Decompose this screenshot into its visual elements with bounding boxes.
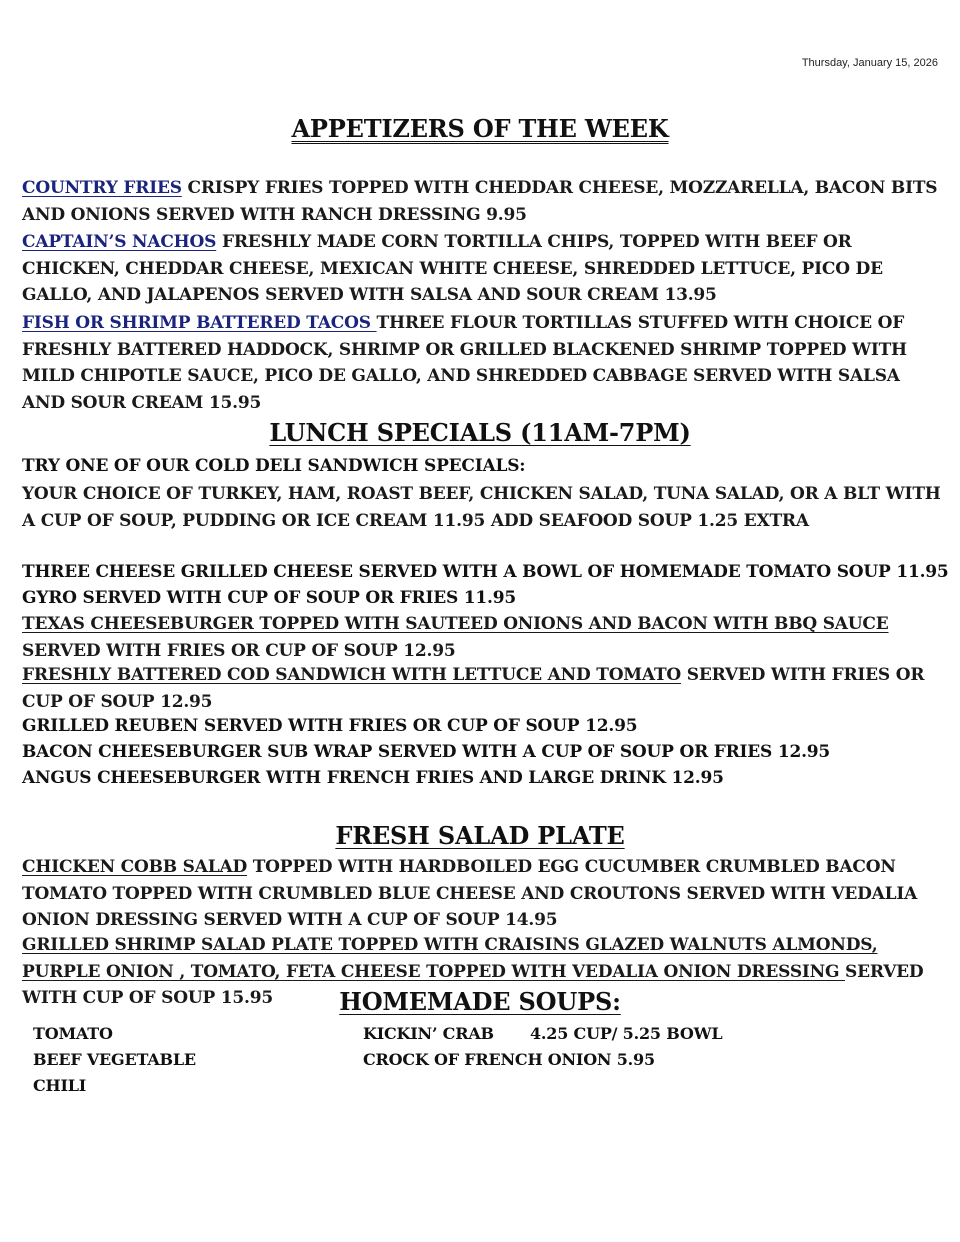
lunch-item: [22, 739, 947, 765]
item-name: CHICKEN COBB SALAD: [22, 857, 248, 877]
item-name: CAPTAIN’S NACHOS: [22, 232, 217, 252]
salad-item: [22, 854, 947, 934]
appetizers-heading: APPETIZERS OF THE WEEK: [291, 114, 669, 143]
item-description: SERVED WITH FRIES OR CUP OF SOUP 12.95: [22, 665, 925, 712]
item-name: GRILLED SHRIMP SALAD PLATE TOPPED WITH CRAISINS GLAZED WALNUTS ALMONDS, PURPLE ONION , TOMATO, FETA CHEESE TOPPED WITH VEDALIA ONION DRESSING: [22, 935, 878, 982]
soup-item: CHILI: [33, 1076, 87, 1095]
deli-description: YOUR CHOICE OF TURKEY, HAM, ROAST BEEF, CHICKEN SALAD, TUNA SALAD, OR A BLT WITH A CUP OF SOUP, PUDDING OR ICE CREAM 11.95 ADD SEAFOOD SOUP 1.25 EXTRA: [22, 484, 941, 531]
item-description: CRISPY FRIES TOPPED WITH CHEDDAR CHEESE, MOZZARELLA, BACON BITS AND ONIONS SERVED WITH RANCH DRESSING 9.95: [22, 178, 938, 225]
salad-heading: FRESH SALAD PLATE: [335, 821, 625, 850]
item-name: COUNTRY FRIES: [22, 178, 182, 198]
item-name: FISH OR SHRIMP BATTERED TACOS: [22, 313, 377, 333]
soup-item: BEEF VEGETABLE: [33, 1050, 196, 1069]
item-description: FRESHLY MADE CORN TORTILLA CHIPS, TOPPED WITH BEEF OR CHICKEN, CHEDDAR CHEESE, MEXICAN WHITE CHEESE, SHREDDED LETTUCE, PICO DE GALLO, AND JALAPENOS SERVED WITH SALSA AND SOUR CREAM 13.95: [22, 232, 883, 305]
soup-price: 4.25 CUP/ 5.25 BOWL: [530, 1024, 723, 1043]
soup-item: TOMATO: [33, 1024, 113, 1043]
soup-item: [363, 1047, 722, 1073]
item-name: GYRO: [22, 588, 77, 608]
lunch-item: [22, 765, 947, 791]
item-name: ANGUS CHEESEBURGER: [22, 768, 261, 788]
item-description: THREE FLOUR TORTILLAS STUFFED WITH CHOICE OF FRESHLY BATTERED HADDOCK, SHRIMP OR GRILLED BLACKENED SHRIMP TOPPED WITH MILD CHIPOTLE SAUCE, PICO DE GALLO, AND SHREDDED CABBAGE SERVED WITH SALSA AND SOUR CREAM 15.95: [22, 313, 907, 413]
lunch-item: [22, 559, 947, 585]
item-description: TOPPED WITH HARDBOILED EGG CUCUMBER CRUMBLED BACON TOMATO TOPPED WITH CRUMBLED BLUE CHEESE AND CROUTONS SERVED WITH VEDALIA ONION DRESSING SERVED WITH A CUP OF SOUP 14.95: [22, 857, 918, 930]
deli-subheading: TRY ONE OF OUR COLD DELI SANDWICH SPECIALS:: [22, 456, 526, 476]
soup-name: KICKIN’ CRAB: [363, 1024, 494, 1043]
item-name: GRILLED REUBEN: [22, 716, 199, 736]
soup-item: [363, 1021, 722, 1047]
item-name: THREE CHEESE GRILLED CHEESE SERVED WITH A BOWL OF HOMEMADE TOMATO SOUP 11.95: [22, 562, 949, 582]
lunch-item: [22, 662, 947, 715]
item-description: SERVED WITH FRIES OR CUP OF SOUP 12.95: [198, 716, 638, 736]
lunch-item: [22, 611, 947, 664]
item-name: TEXAS CHEESEBURGER TOPPED WITH SAUTEED ONIONS AND BACON WITH BBQ SAUCE: [22, 614, 889, 634]
item-name: BACON CHEESEBURGER SUB WRAP: [22, 742, 378, 762]
soups-right-column: [363, 1021, 722, 1073]
appetizer-item: [22, 310, 947, 416]
lunch-item: [22, 585, 947, 611]
appetizer-item: [22, 175, 947, 228]
soups-left-column: [33, 1021, 196, 1099]
soup-name: CROCK OF FRENCH ONION 5.95: [363, 1050, 655, 1069]
item-description: SERVED WITH CUP OF SOUP OR FRIES 11.95: [76, 588, 517, 608]
lunch-heading: LUNCH SPECIALS (11AM-7PM): [269, 418, 691, 447]
item-name: FRESHLY BATTERED COD SANDWICH WITH LETTUCE AND TOMATO: [22, 665, 682, 685]
item-description: SERVED WITH A CUP OF SOUP OR FRIES 12.95: [377, 742, 831, 762]
appetizer-item: [22, 229, 947, 309]
item-description: SERVED WITH FRIES OR CUP OF SOUP 12.95: [22, 640, 456, 661]
item-description: WITH FRENCH FRIES AND LARGE DRINK 12.95: [260, 768, 724, 788]
item-description: SERVED WITH CUP OF SOUP 15.95: [22, 961, 924, 1008]
lunch-item: [22, 713, 947, 739]
soups-heading: HOMEMADE SOUPS:: [339, 987, 621, 1016]
print-date: Thursday, January 15, 2026: [801, 57, 938, 69]
